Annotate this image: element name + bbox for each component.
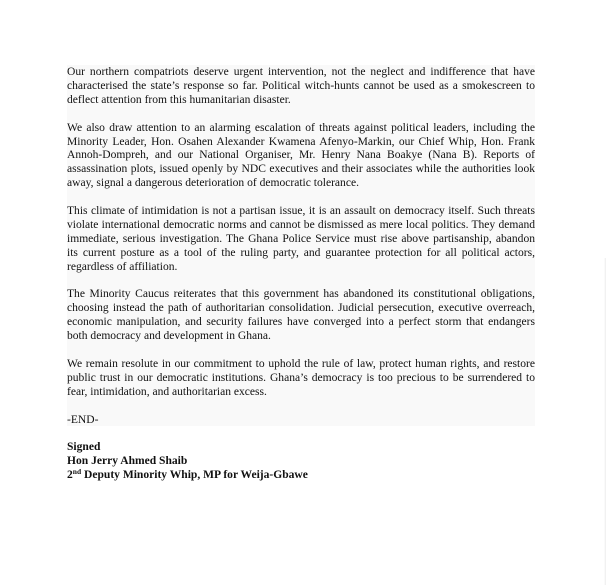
title-rest: Deputy Minority Whip, MP for Weija-Gbawe [81, 469, 308, 482]
end-marker: -END- [67, 413, 99, 426]
paragraph-minority-caucus: The Minority Caucus reiterates that this government has abandoned its constitutional obligations, choosing instead the path of authoritarian consolidation. Judicial persecution, executive overreach, economic manipulation, and security failures have converged into a perfect storm that endangers both democracy and development in Ghana. [67, 288, 535, 343]
title-ordinal-number: 2 [67, 469, 73, 482]
signed-label: Signed [67, 441, 101, 454]
signature-block [67, 441, 535, 483]
paragraph-resolve: We remain resolute in our commitment to uphold the rule of law, protect human rights, and restore public trust in our democratic institutions. Ghana’s democracy is too precious to be surrendered to fear, intimidation, and authoritarian excess. [67, 357, 535, 398]
paragraph-threats-leaders: We also draw attention to an alarming escalation of threats against political leaders, including the Minority Leader, Hon. Osahen Alexander Kwamena Afenyo-Markin, our Chief Whip, Hon. Frank Annoh-Dompreh, and our National Organiser, Mr. Henry Nana Boakye (Nana B). Reports of assassination plots, issued openly by NDC executives and their associates while the authorities look away, signal a dangerous deterioration of democratic tolerance. [67, 121, 535, 190]
paragraph-intimidation: This climate of intimidation is not a partisan issue, it is an assault on democracy itself. Such threats violate international democratic norms and cannot be dismissed as mere local politics. They demand immediate, serious investigation. The Ghana Police Service must rise above partisanship, abandon its current posture as a tool of the ruling party, and guarantee protection for all political actors, regardless of affiliation. [67, 205, 535, 273]
title-ordinal-suffix: nd [72, 467, 82, 477]
document-body [67, 66, 535, 483]
signatory-title [67, 469, 535, 483]
signatory-name: Hon Jerry Ahmed Shaib [67, 455, 188, 468]
paragraph-northern-intervention: Our northern compatriots deserve urgent intervention, not the neglect and indifference that have characterised the state’s response so far. Political witch-hunts cannot be used as a smokescreen to deflect attention from this humanitarian disaster. [67, 66, 535, 106]
